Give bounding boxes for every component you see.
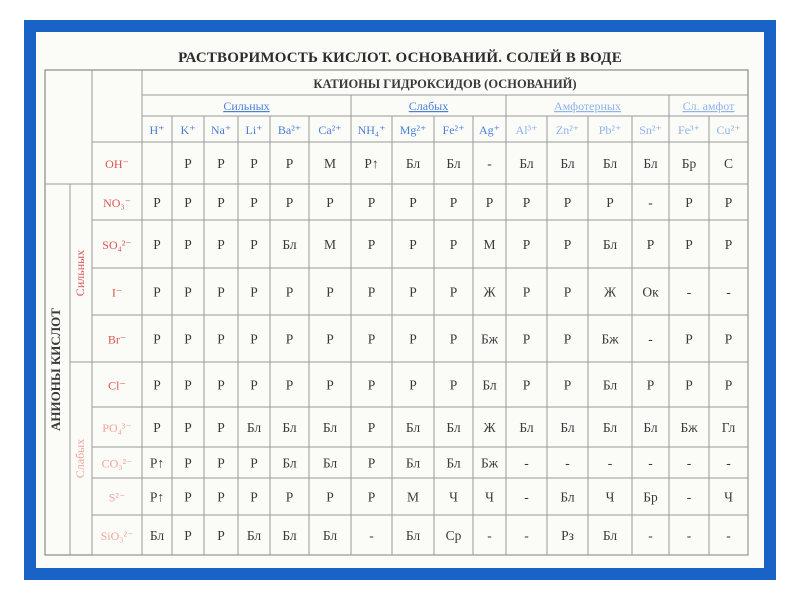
table-cell: Р: [522, 237, 531, 252]
table-cell: Бр: [643, 489, 658, 505]
table-cell: Р: [485, 195, 494, 210]
table-cell: -: [648, 528, 653, 543]
table-cell: М: [406, 489, 420, 505]
table-cell: Р: [724, 237, 733, 252]
table-cell: Р: [563, 284, 572, 300]
table-cell: -: [686, 528, 692, 543]
table-cell: -: [726, 284, 731, 300]
table-cell: Р: [184, 195, 192, 210]
table-cell: Р: [184, 331, 192, 347]
table-cell: Р: [153, 377, 161, 393]
table-cell: Бл: [322, 455, 338, 471]
table-cell: Р: [326, 331, 334, 347]
table-cell: Бл: [560, 489, 575, 505]
table-cell: Р: [250, 237, 258, 252]
anion-symbol: OH⁻: [105, 157, 129, 171]
table-cell: Бл: [405, 455, 421, 471]
table-cell: Бл: [560, 420, 575, 435]
table-cell: Р: [250, 377, 258, 393]
table-cell: Бл: [282, 455, 297, 471]
table-cell: Р: [646, 237, 655, 252]
table-cell: Бл: [282, 237, 297, 252]
table-cell: Р: [563, 331, 572, 347]
table-cell: Р: [326, 195, 334, 210]
table-cell: Р: [367, 237, 376, 252]
table-cell: Р: [685, 377, 693, 393]
cation-symbol: Al³⁺: [515, 123, 538, 137]
table-cell: Р: [367, 195, 376, 210]
table-cell: Бл: [560, 156, 575, 171]
table-cell: Р: [184, 284, 192, 300]
cation-group-label: Сл. амфот: [682, 99, 735, 113]
table-cell: Р↑: [364, 156, 379, 171]
table-cell: Р↑: [149, 455, 165, 471]
table-cell: Р: [409, 237, 417, 252]
cation-group-label: Сильных: [223, 99, 270, 113]
table-cell: Бл: [643, 156, 658, 171]
table-cell: Р: [563, 195, 572, 210]
table-cell: Бл: [602, 156, 618, 171]
cation-group-label: Слабых: [408, 99, 449, 113]
table-cell: Р: [217, 528, 225, 543]
cations-header: КАТИОНЫ ГИДРОКСИДОВ (ОСНОВАНИЙ): [313, 77, 577, 91]
anion-symbol: I⁻: [111, 285, 123, 300]
table-cell: Р: [606, 195, 614, 210]
table-cell: Р: [326, 489, 334, 505]
table-cell: Бл: [643, 420, 658, 435]
table-border: [45, 70, 748, 555]
table-cell: Ж: [483, 420, 496, 435]
table-cell: М: [323, 156, 337, 171]
table-cell: Р: [724, 195, 733, 210]
table-cell: Р: [449, 237, 458, 252]
cation-symbol: H⁺: [149, 123, 165, 137]
table-cell: -: [524, 528, 529, 543]
table-cell: Р: [184, 528, 192, 543]
cation-symbol: Pb²⁺: [598, 123, 622, 137]
table-cell: Р: [326, 284, 334, 300]
table-cell: Ч: [724, 489, 733, 505]
table-cell: Р: [153, 237, 161, 252]
table-cell: Р: [367, 377, 376, 393]
cation-symbol: NH₄⁺: [357, 123, 386, 137]
table-cell: Бл: [602, 420, 618, 435]
table-cell: Бж: [680, 420, 698, 435]
table-cell: Р: [250, 331, 258, 347]
table-cell: Р: [449, 284, 458, 300]
table-cell: Бл: [482, 377, 497, 393]
table-cell: М: [323, 237, 337, 252]
table-cell: Бл: [282, 528, 297, 543]
table-cell: Р: [217, 331, 225, 347]
table-cell: Ч: [449, 489, 458, 505]
table-cell: Р: [217, 195, 225, 210]
table-cell: Р: [184, 156, 192, 171]
table-cell: Бж: [480, 455, 499, 471]
table-cell: Р: [522, 284, 531, 300]
table-cell: Бл: [149, 528, 165, 543]
page-title: РАСТВОРИМОСТЬ КИСЛОТ. ОСНОВАНИЙ. СОЛЕЙ В ВОДЕ: [178, 50, 622, 66]
table-cell: Р: [685, 331, 693, 347]
table-cell: Р: [646, 377, 655, 393]
table-cell: Бл: [446, 455, 461, 471]
anion-symbol: PO₄³⁻: [102, 421, 132, 435]
table-cell: Ч: [485, 489, 494, 505]
table-cell: С: [723, 156, 734, 171]
table-cell: Ср: [445, 528, 462, 543]
table-cell: Р: [522, 195, 531, 210]
table-cell: Р↑: [149, 489, 165, 505]
table-cell: Р: [217, 420, 225, 435]
table-cell: -: [369, 528, 374, 543]
table-cell: Р: [449, 195, 458, 210]
cation-symbol: Ag⁺: [479, 123, 500, 137]
table-cell: Р: [367, 420, 376, 435]
cation-symbol: Sn²⁺: [639, 123, 662, 137]
table-cell: -: [686, 489, 692, 505]
table-cell: Р: [285, 377, 294, 393]
cation-symbol: Fe²⁺: [442, 123, 465, 137]
table-cell: Р: [449, 331, 458, 347]
table-cell: М: [483, 237, 496, 252]
table-cell: -: [686, 284, 692, 300]
cation-symbol: Mg²⁺: [399, 123, 427, 137]
table-cell: Р: [367, 455, 376, 471]
table-cell: Р: [326, 377, 334, 393]
table-cell: Рз: [561, 528, 574, 543]
table-cell: Р: [153, 331, 161, 347]
table-cell: Бл: [405, 528, 421, 543]
table-cell: Р: [153, 420, 161, 435]
table-cell: Р: [217, 156, 225, 171]
table-cell: Бж: [480, 331, 499, 347]
cation-symbol: Fe³⁺: [678, 123, 700, 137]
table-cell: Бл: [602, 377, 618, 393]
table-cell: Р: [522, 377, 531, 393]
table-cell: -: [726, 528, 731, 543]
table-cell: Р: [184, 455, 192, 471]
table-cell: Р: [217, 489, 225, 505]
table-cell: Р: [367, 489, 376, 505]
table-cell: -: [607, 455, 613, 471]
cation-group-label: Амфотерных: [554, 99, 621, 113]
table-cell: Р: [184, 489, 192, 505]
table-cell: Р: [250, 156, 258, 171]
table-cell: Р: [250, 489, 258, 505]
cation-symbol: Na⁺: [210, 123, 232, 137]
table-cell: Бл: [446, 420, 461, 435]
table-cell: Р: [184, 420, 192, 435]
table-cell: -: [648, 195, 653, 210]
anion-symbol: NO₃⁻: [103, 196, 131, 210]
anion-symbol: Br⁻: [107, 332, 127, 347]
table-cell: Гл: [721, 420, 736, 435]
table-cell: Р: [285, 331, 294, 347]
table-cell: Р: [153, 195, 161, 210]
table-cell: -: [487, 528, 492, 543]
table-cell: Р: [285, 156, 294, 171]
table-cell: Ж: [483, 284, 496, 300]
table-cell: Р: [685, 195, 693, 210]
table-cell: Р: [724, 377, 733, 393]
table-cell: Р: [724, 331, 733, 347]
table-cell: Ч: [605, 489, 615, 505]
anion-symbol: CO₃²⁻: [101, 456, 133, 471]
table-cell: Бл: [322, 420, 338, 435]
table-cell: Р: [217, 455, 225, 471]
table-cell: Р: [367, 331, 376, 347]
table-cell: Р: [285, 489, 294, 505]
anion-symbol: SiO₃²⁻: [100, 529, 134, 543]
anion-group-label: Сильных: [73, 249, 87, 297]
table-cell: Р: [367, 284, 376, 300]
table-cell: Р: [250, 284, 258, 300]
table-cell: Бл: [322, 528, 338, 543]
table-cell: Бл: [446, 156, 461, 171]
table-cell: Р: [409, 331, 417, 347]
table-cell: -: [487, 156, 492, 171]
table-cell: Р: [409, 195, 417, 210]
table-cell: Р: [217, 284, 225, 300]
table-cell: Бл: [405, 156, 421, 171]
cation-symbol: Ca²⁺: [318, 123, 342, 137]
table-cell: -: [686, 455, 692, 471]
table-cell: Бл: [405, 420, 421, 435]
table-cell: Р: [563, 377, 572, 393]
table-cell: -: [726, 455, 731, 471]
table-cell: Р: [184, 377, 192, 393]
table-cell: -: [524, 455, 529, 471]
anion-group-label: Слабых: [73, 438, 87, 479]
table-cell: Бл: [602, 528, 618, 543]
table-cell: Ок: [642, 284, 659, 300]
anion-symbol: S²⁻: [108, 490, 126, 505]
table-cell: Р: [522, 331, 531, 347]
table-cell: Бл: [246, 528, 262, 543]
table-cell: Бл: [602, 237, 618, 252]
table-cell: Р: [563, 237, 572, 252]
table-cell: Р: [250, 455, 258, 471]
cation-symbol: Cu²⁺: [716, 123, 741, 137]
table-cell: Р: [217, 377, 225, 393]
table-cell: Бж: [601, 331, 619, 347]
anions-header: АНИОНЫ КИСЛОТ: [48, 308, 63, 431]
table-cell: Бл: [519, 420, 534, 435]
cation-symbol: Li⁺: [245, 123, 263, 137]
table-cell: Р: [409, 284, 417, 300]
table-cell: Бл: [246, 420, 262, 435]
cation-symbol: Ba²⁺: [277, 123, 302, 137]
table-cell: Р: [250, 195, 258, 210]
table-cell: -: [524, 489, 529, 505]
table-cell: Бл: [519, 156, 534, 171]
table-cell: Р: [217, 237, 225, 252]
table-cell: Р: [285, 195, 294, 210]
anion-symbol: Cl⁻: [108, 378, 126, 393]
table-cell: Р: [184, 237, 192, 252]
cation-symbol: Zn²⁺: [555, 123, 580, 137]
table-cell: Р: [409, 377, 417, 393]
table-cell: Бл: [282, 420, 297, 435]
table-cell: -: [648, 455, 653, 471]
table-cell: -: [648, 331, 653, 347]
table-cell: -: [565, 455, 570, 471]
table-cell: Р: [153, 284, 161, 300]
table-cell: Р: [449, 377, 458, 393]
table-cell: Р: [285, 284, 294, 300]
table-cell: Р: [685, 237, 693, 252]
table-cell: Ж: [603, 284, 617, 300]
anion-symbol: SO₄²⁻: [102, 238, 132, 252]
cation-symbol: K⁺: [180, 123, 196, 137]
table-cell: Бр: [681, 156, 697, 171]
